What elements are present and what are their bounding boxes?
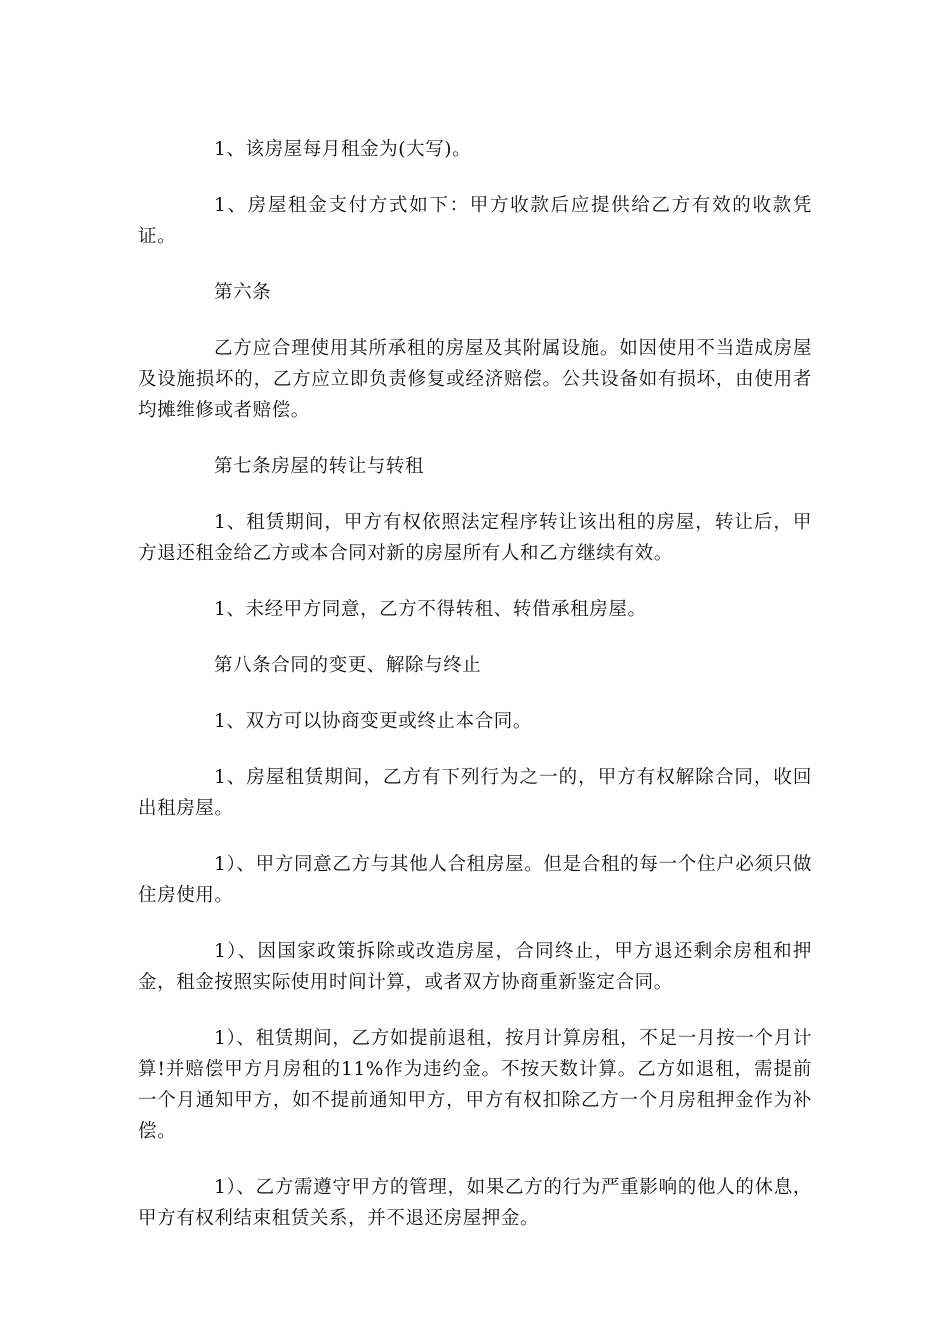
heading-article-7: 第七条房屋的转让与转租 <box>214 456 425 477</box>
paragraph-early-termination: 1）、租赁期间，乙方如提前退租，按月计算房租，不足一月按一个月计算!并赔偿甲方月房租的11%作为违约金。不按天数计算。乙方如退租，需提前一个月通知甲方，如不提前通知甲方，甲方有权扣除乙方一个月房租押金作为补偿。 <box>138 1028 812 1142</box>
paragraph-sublet: 1、未经甲方同意，乙方不得转租、转借承租房屋。 <box>214 599 647 620</box>
paragraph-policy-demolition: 1）、因国家政策拆除或改造房屋，合同终止，甲方退还剩余房租和押金，租金按照实际使用时间计算，或者双方协商重新鉴定合同。 <box>138 941 812 993</box>
heading-article-6: 第六条 <box>214 282 272 303</box>
paragraph-rent-amount: 1、该房屋每月租金为(大写)。 <box>214 139 472 160</box>
paragraph-mutual-change: 1、双方可以协商变更或终止本合同。 <box>214 711 532 732</box>
paragraph-payment-method: 1、房屋租金支付方式如下：甲方收款后应提供给乙方有效的收款凭证。 <box>138 195 812 247</box>
document-body <box>138 134 812 1259</box>
heading-article-8: 第八条合同的变更、解除与终止 <box>214 655 482 676</box>
paragraph-termination-rights: 1、房屋租赁期间，乙方有下列行为之一的，甲方有权解除合同，收回出租房屋。 <box>138 767 812 819</box>
paragraph-shared-rental: 1）、甲方同意乙方与其他人合租房屋。但是合租的每一个住户必须只做住房使用。 <box>138 854 812 906</box>
paragraph-facility-use: 乙方应合理使用其所承租的房屋及其附属设施。如因使用不当造成房屋及设施损坏的，乙方应立即负责修复或经济赔偿。公共设备如有损坏，由使用者均摊维修或者赔偿。 <box>138 338 812 421</box>
paragraph-transfer: 1、租赁期间，甲方有权依照法定程序转让该出租的房屋，转让后，甲方退还租金给乙方或本合同对新的房屋所有人和乙方继续有效。 <box>138 512 812 564</box>
paragraph-management-rules: 1）、乙方需遵守甲方的管理，如果乙方的行为严重影响的他人的休息，甲方有权利结束租赁关系，并不退还房屋押金。 <box>138 1177 812 1229</box>
